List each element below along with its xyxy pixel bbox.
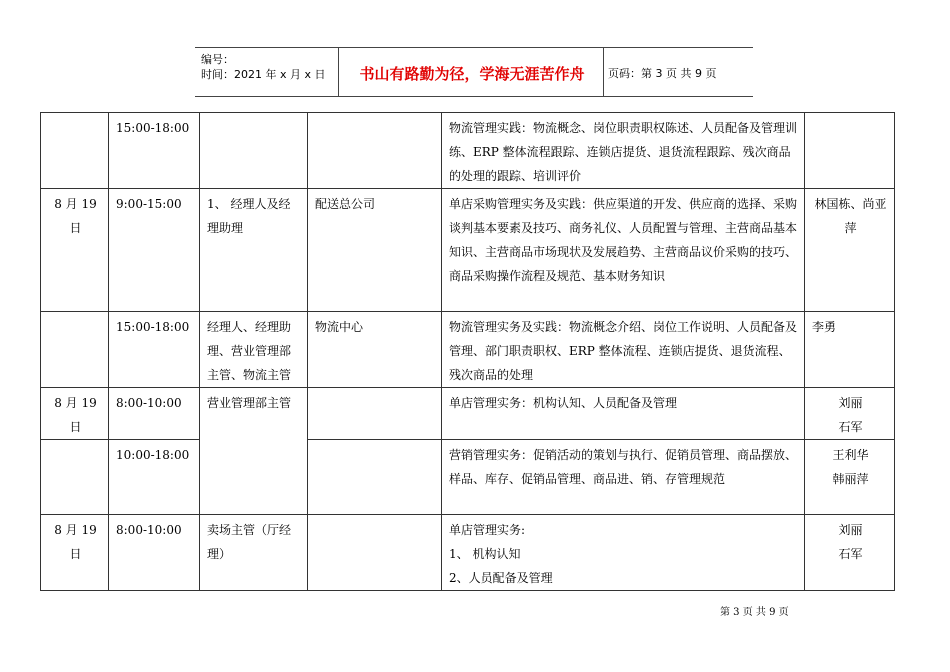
content-cell: 物流管理实践：物流概念、岗位职责职权陈述、人员配备及管理训练、ERP 整体流程跟踪、连锁店提货、退货流程跟踪、残次商品的处理的跟踪、培训评价 [442,113,805,189]
lecturer-cell [805,113,895,189]
content-cell: 单店采购管理实务及实践：供应渠道的开发、供应商的选择、采购谈判基本要素及技巧、商务礼仪、人员配置与管理、主营商品基本知识、主营商品市场现状及发展趋势、主营商品议价采购的技巧、商品采购操作流程及规范、基本财务知识 [442,189,805,312]
time-cell: 10:00-18:00 [109,440,200,515]
lecturer-cell: 李勇 [805,312,895,388]
lecturer-cell: 王利华 韩丽萍 [805,440,895,515]
time-cell: 9:00-15:00 [109,189,200,312]
table-row [41,388,895,440]
date-cell [41,312,109,388]
location-cell: 配送总公司 [308,189,442,312]
date-cell: 8 月 19 日 [41,388,109,440]
page-header [195,47,753,97]
date-cell: 8 月 19 日 [41,515,109,591]
table-row [41,113,895,189]
table-row [41,189,895,312]
header-page-number: 页码：第 3 页 共 9 页 [608,67,717,80]
header-divider [338,48,339,96]
location-cell [308,515,442,591]
trainee-cell [200,113,308,189]
header-divider [603,48,604,96]
page-footer: 第 3 页 共 9 页 [720,607,789,618]
table-row [41,515,895,591]
table-row [41,312,895,388]
time-cell: 8:00-10:00 [109,388,200,440]
location-cell [308,440,442,515]
trainee-cell: 1、 经理人及经理助理 [200,189,308,312]
time-cell: 15:00-18:00 [109,113,200,189]
content-cell: 单店管理实务：机构认知、人员配备及管理 [442,388,805,440]
trainee-cell: 经理人、经理助理、营业管理部主管、物流主管 [200,312,308,388]
location-cell [308,113,442,189]
lecturer-cell: 刘丽 石军 [805,515,895,591]
training-schedule-table [40,112,895,591]
header-meta [201,52,326,82]
document-date: 时间：2021 年 x 月 x 日 [201,68,326,81]
content-cell: 物流管理实务及实践：物流概念介绍、岗位工作说明、人员配备及管理、部门职责职权、ERP 整体流程、连锁店提货、退货流程、残次商品的处理 [442,312,805,388]
location-cell: 物流中心 [308,312,442,388]
trainee-cell: 卖场主管（厅经理） [200,515,308,591]
content-cell: 单店管理实务: 1、 机构认知 2、人员配备及管理 [442,515,805,591]
table-row [41,440,895,515]
location-cell [308,388,442,440]
content-cell: 营销管理实务：促销活动的策划与执行、促销员管理、商品摆放、样品、库存、促销品管理、商品进、销、存管理规范 [442,440,805,515]
header-motto: 书山有路勤为径，学海无涯苦作舟 [359,65,585,83]
trainee-cell: 营业管理部主管 [200,388,308,515]
lecturer-cell: 林国栋、尚亚萍 [805,189,895,312]
time-cell: 8:00-10:00 [109,515,200,591]
date-cell [41,113,109,189]
lecturer-cell: 刘丽 石军 [805,388,895,440]
document-number: 编号： [201,53,234,66]
time-cell: 15:00-18:00 [109,312,200,388]
date-cell: 8 月 19 日 [41,189,109,312]
date-cell [41,440,109,515]
